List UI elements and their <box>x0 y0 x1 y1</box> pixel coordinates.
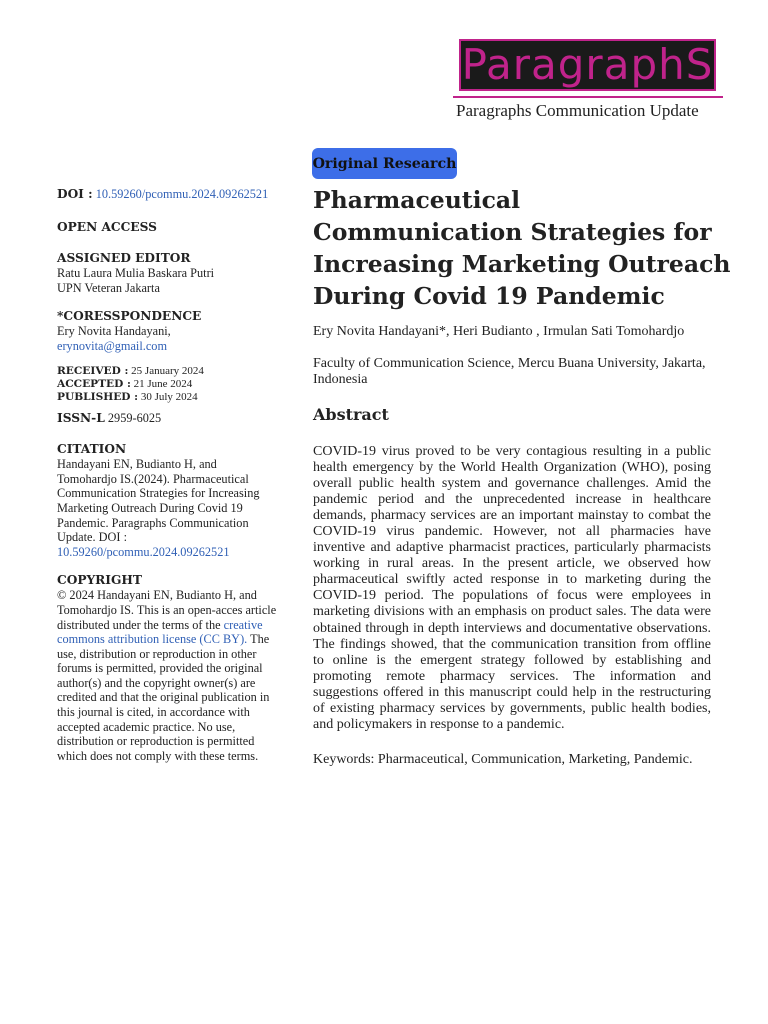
correspondence-name: Ery Novita Handayani, <box>57 324 171 339</box>
accepted-label: ACCEPTED : <box>57 377 131 390</box>
copyright-text-1: © 2024 Handayani EN, Budianto H, and Tomohardjo IS. This is an open-acces article distributed under the terms of the <box>57 588 277 632</box>
abstract-text: COVID-19 virus proved to be very contagious resulting in a public health emergency by the World Health Organization (WHO), posing overall public health system and governance challenges. Amid the pandemic period and the unprecedented increase in healthcare demands, pharmacy services are an important mainstay to combat the COVID-19 virus pandemic. However, not all pharmacies have inventive and adaptive pharmacist practices, particularly pharmacists working in rural areas. In the present article, we observed how pharmaceutical swiftly acted response in to marketing during the COVID-19 period. The populations of focus were employees in marketing divisions with an emphasis on product sales. The data were obtained through in depth interviews and documentative observations. The findings showed, that the communication transition from offline to online is the emergent strategy followed by establishing and promoting remote pharmacy services. The information and suggestions offered in this manuscript could help in the restructuring of existing pharmacy services by governments, public health bodies, and policymakers in response to a pandemic. <box>313 444 711 732</box>
copyright-text-2: The use, distribution or reproduction in other forums is permitted, provided the original author(s) and the copyright owner(s) are credited and that the original publication in this journal is cited, in accordance with accepted academic practice. No use, distribution or reproduction is permitted which does not comply with these terms. <box>57 632 270 763</box>
article-type-badge: Original Research <box>312 148 457 179</box>
doi-label: DOI : <box>57 187 93 201</box>
published-row <box>57 391 279 404</box>
open-access-block <box>57 220 279 235</box>
journal-logo <box>459 39 716 91</box>
citation-text: Handayani EN, Budianto H, and Tomohardjo IS.(2024). Pharmaceutical Communication Strategies for Increasing Marketing Outreach During Covid 19 Pandemic. Paragraphs Communication Update. DOI : <box>57 457 260 545</box>
citation-label: CITATION <box>57 442 127 457</box>
authors: Ery Novita Handayani*, Heri Budianto , Irmulan Sati Tomohardjo <box>313 324 685 339</box>
citation-doi-link[interactable]: 10.59260/pcommu.2024.09262521 <box>57 544 230 559</box>
issn-value: 2959-6025 <box>107 411 162 426</box>
doi-block <box>57 187 279 202</box>
journal-name: Paragraphs Communication Update <box>456 101 699 120</box>
abstract-heading: Abstract <box>313 405 389 424</box>
received-row <box>57 365 279 378</box>
accepted-row <box>57 378 279 391</box>
copyright-block <box>57 573 279 763</box>
correspondence-block <box>57 309 279 353</box>
received-date: 25 January 2024 <box>131 365 204 378</box>
dates-block <box>57 365 279 403</box>
published-date: 30 July 2024 <box>140 390 198 403</box>
published-label: PUBLISHED : <box>57 390 139 403</box>
keywords: Keywords: Pharmaceutical, Communication, Marketing, Pandemic. <box>313 752 693 767</box>
copyright-label: COPYRIGHT <box>57 573 143 588</box>
editor-name: Ratu Laura Mulia Baskara Putri <box>57 266 215 280</box>
license-link[interactable]: creative commons attribution license (CC BY). <box>57 617 263 647</box>
correspondence-email-link[interactable]: erynovita@gmail.com <box>57 338 168 353</box>
logo-text: ParagraphS <box>461 40 714 89</box>
assigned-editor-block <box>57 251 279 295</box>
correspondence-label: *CORESSPONDENCE <box>57 309 202 324</box>
article-info-sidebar <box>57 187 279 777</box>
issn-block <box>57 411 279 426</box>
issn-label: ISSN-L <box>57 411 105 426</box>
assigned-editor-label: ASSIGNED EDITOR <box>57 251 191 265</box>
accepted-date: 21 June 2024 <box>133 377 193 390</box>
article-title: Pharmaceutical Communication Strategies for Increasing Marketing Outreach During Covid 19 Pandemic <box>313 186 731 310</box>
header-divider <box>453 96 723 98</box>
open-access-label: OPEN ACCESS <box>57 220 157 234</box>
doi-link[interactable]: 10.59260/pcommu.2024.09262521 <box>95 187 269 201</box>
affiliation: Faculty of Communication Science, Mercu Buana University, Jakarta, Indonesia <box>313 356 706 387</box>
citation-block <box>57 442 279 559</box>
received-label: RECEIVED : <box>57 365 129 378</box>
editor-affiliation: UPN Veteran Jakarta <box>57 280 160 295</box>
